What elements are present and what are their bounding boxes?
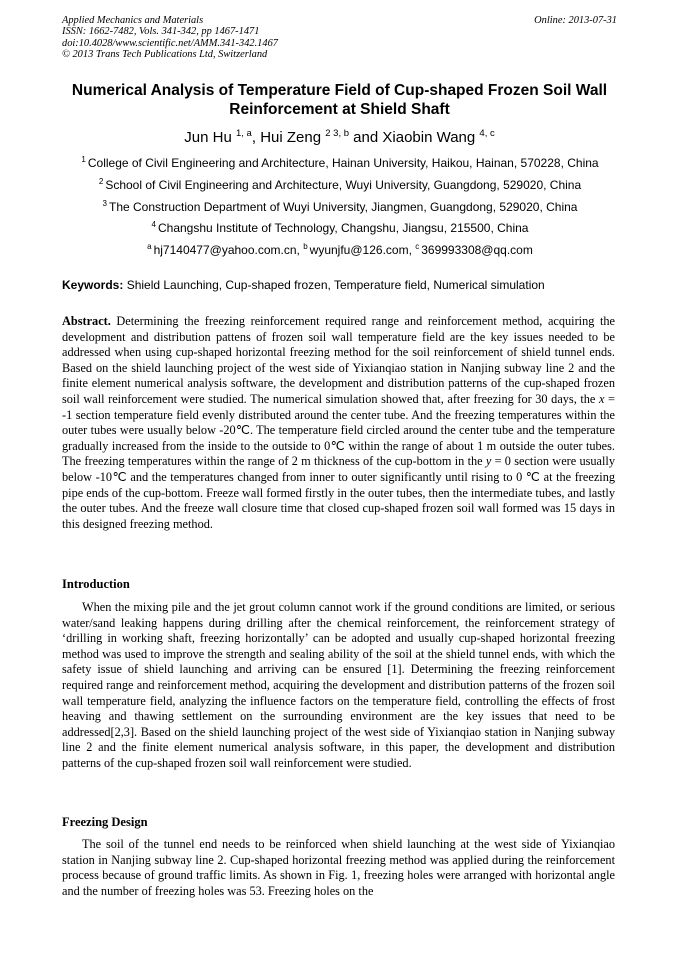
affiliation-1 xyxy=(50,156,630,171)
author-2-affil: 2 3, b xyxy=(325,128,350,139)
affiliation-3-number: 3 xyxy=(102,199,107,208)
affiliation-1-number: 1 xyxy=(81,155,86,164)
email-c: 369993308@qq.com xyxy=(421,243,533,257)
introduction-paragraph: When the mixing pile and the jet grout column cannot work if the ground conditions are limited, or serious water/sand leaking happens during drilling after the chemical reinforcement, the reinforcement strategy of ‘drilling in working shaft, freezing horizontally’ can be adopted and usually cup-shaped horizontal freezing method was used to improve the strength and sealing ability of the soil at the shield tunnel ends, with which the safety issue of shield launching and arriving can be ensured [1]. Determining the freezing reinforcement required range and reinforcement method, acquiring the development and distribution patterns of the frozen soil wall temperature field, analyzing the influence factors on the temperature field, controlling the effects of frost heaving and thawing settlement on the surrounding environment are the key issues that need to be addressed[2,3]. Based on the shield launching project of the west side of Yixianqiao station in Nanjing subway line 2 and the finite element numerical analysis software, in this paper, the development and distribution patterns of the cup-shaped frozen soil wall reinforcement were studied. xyxy=(62,600,615,770)
affiliation-2-text: School of Civil Engineering and Architecture, Wuyi University, Guangdong, 529020, China xyxy=(105,178,582,192)
abstract-var-x: x xyxy=(599,391,605,406)
author-1-affil: 1, a xyxy=(235,128,252,139)
journal-info xyxy=(62,15,278,60)
introduction-heading: Introduction xyxy=(62,577,130,591)
paper-title xyxy=(62,81,617,119)
email-b: wyunjfu@126.com, xyxy=(309,243,416,257)
affiliation-3-text: The Construction Department of Wuyi University, Jiangmen, Guangdong, 529020, China xyxy=(108,200,578,214)
keywords-label: Keywords: xyxy=(62,278,124,292)
author-3-name: Xiaobin Wang xyxy=(382,129,476,146)
copyright-line: © 2013 Trans Tech Publications Ltd, Switzerland xyxy=(62,48,268,60)
affiliation-2 xyxy=(50,178,630,193)
abstract-text-2: = -1 section temperature field evenly distributed around the center tube. And the freezing temperatures within the outer tubes were usually below -20℃. The temperature field circled around the center tube and the temperature gradually increased from the inside to the outside to 0℃ within the range of about 1 m outside the outer tubes. The freezing temperatures within the range of 2 m thickness of the cup-bottom in the xyxy=(62,391,615,469)
abstract-text-3: = 0 section were usually below -10℃ and the temperatures changed from inner to outer significantly until rising to 0 ℃ at the freezing pipe ends of the cup-bottom. Freeze wall formed firstly in the outer tubes, then the intermediate tubes, and lastly the outer tubes. And the freeze wall closure time that closed cup-shaped frozen soil wall formed was 15 days in this designed freezing method. xyxy=(62,454,615,531)
author-emails xyxy=(50,243,630,258)
keywords-text: Shield Launching, Cup-shaped frozen, Temperature field, Numerical simulation xyxy=(123,278,545,292)
author-separator-2: and xyxy=(349,129,383,146)
author-list xyxy=(62,129,617,147)
abstract-var-y: y xyxy=(485,454,492,469)
freezing-design-heading: Freezing Design xyxy=(62,815,148,829)
author-3-affil: 4, c xyxy=(479,128,495,139)
affiliation-4 xyxy=(50,221,630,236)
author-separator-1: , xyxy=(251,129,261,146)
journal-name: Applied Mechanics and Materials xyxy=(62,15,204,26)
abstract xyxy=(62,314,615,532)
keywords xyxy=(62,278,617,293)
email-b-marker: b xyxy=(303,242,308,251)
author-1-name: Jun Hu xyxy=(184,129,232,146)
affiliation-4-text: Changshu Institute of Technology, Changshu, Jiangsu, 215500, China xyxy=(157,221,529,235)
abstract-label: Abstract. xyxy=(62,314,111,328)
online-date: Online: 2013-07-31 xyxy=(534,15,617,26)
title-line-2: Reinforcement at Shield Shaft xyxy=(229,101,450,118)
affiliation-1-text: College of Civil Engineering and Architecture, Hainan University, Haikou, Hainan, 570228, China xyxy=(87,156,599,170)
issn-line: ISSN: 1662-7482, Vols. 341-342, pp 1467-1471 xyxy=(62,26,260,38)
email-a: hj7140477@yahoo.com.cn, xyxy=(153,243,304,257)
affiliation-2-number: 2 xyxy=(98,177,104,186)
affiliation-3 xyxy=(50,200,630,215)
freezing-design-paragraph: The soil of the tunnel end needs to be reinforced when shield launching at the west side of Yixianqiao station in Nanjing subway line 2. Cup-shaped horizontal freezing method was applied during the reinforcement process because of ground traffic limits. As shown in Fig. 1, freezing holes were arranged with horizontal angle and the number of freezing holes was 53. Freezing holes on the xyxy=(62,837,615,898)
affiliation-4-number: 4 xyxy=(151,220,156,229)
author-2-name: Hui Zeng xyxy=(260,129,322,146)
email-a-marker: a xyxy=(147,242,152,251)
doi-line: doi:10.4028/www.scientific.net/AMM.341-342.1467 xyxy=(62,37,278,49)
abstract-text-1: Determining the freezing reinforcement required range and reinforcement method, acquiring the development and distribution pattens of frozen soil wall temperature field are the key issues needed to be addressed when using cup-shaped horizontal freezing method for the soil reinforcement of shield tunnel ends. Based on the shield launching project of the west side of Yixianqiao station in Nanjing subway line 2 and the finite element numerical analysis software, the development and distribution patterns of the cup-shaped frozen soil wall reinforcement were studied. The numerical simulation showed that, after freezing for 30 days, the xyxy=(62,314,615,406)
title-line-1: Numerical Analysis of Temperature Field of Cup-shaped Frozen Soil Wall xyxy=(71,82,608,99)
email-c-marker: c xyxy=(415,242,420,251)
